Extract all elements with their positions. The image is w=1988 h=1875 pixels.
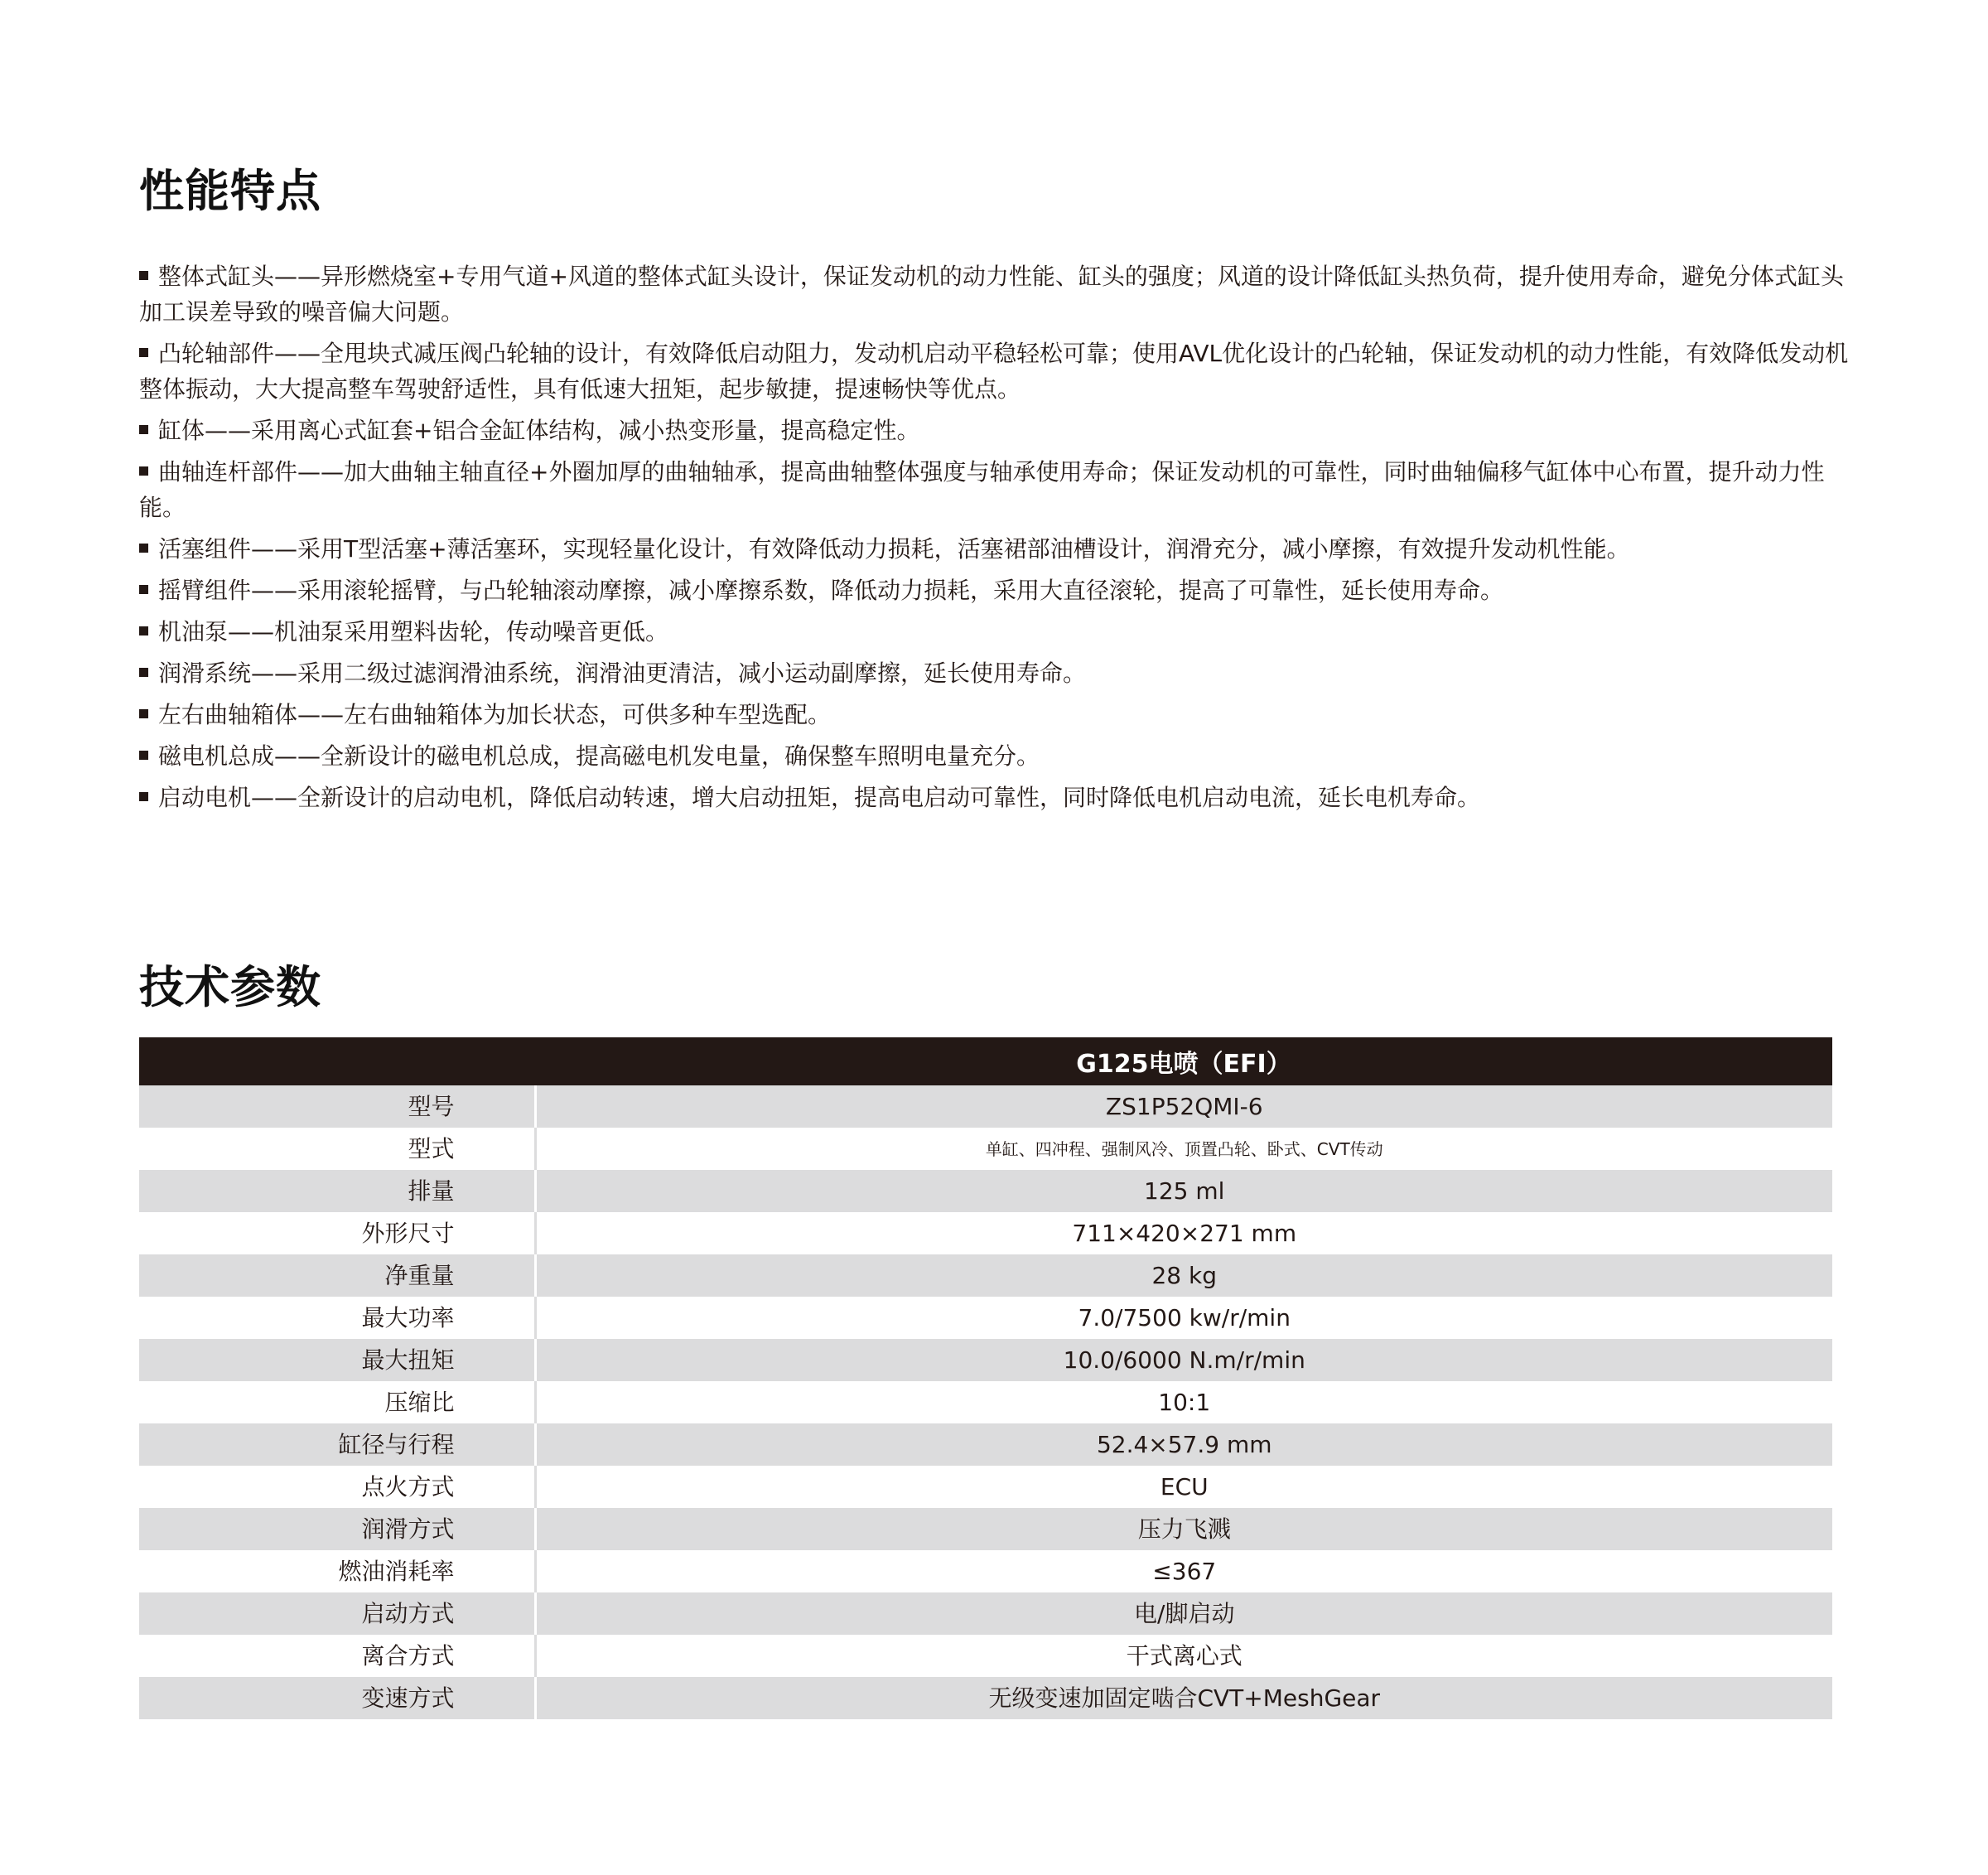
square-bullet-icon (139, 271, 148, 280)
feature-item (139, 336, 1850, 407)
table-row (139, 1677, 1832, 1719)
spec-value: ≤367 (1152, 1557, 1217, 1585)
square-bullet-icon (139, 348, 148, 357)
feature-item (139, 614, 1850, 650)
square-bullet-icon (139, 466, 148, 476)
spec-label: 净重量 (139, 1254, 535, 1297)
square-bullet-icon (139, 792, 148, 801)
feature-item (139, 413, 1850, 448)
spec-value: 28 kg (535, 1254, 1832, 1297)
feature-text: 磁电机总成——全新设计的磁电机总成，提高磁电机发电量，确保整车照明电量充分。 (158, 742, 1040, 770)
feature-text: 机油泵——机油泵采用塑料齿轮，传动噪音更低。 (158, 618, 669, 645)
feature-text: 左右曲轴箱体——左右曲轴箱体为加长状态，可供多种车型选配。 (158, 701, 832, 728)
spec-value: 10:1 (1158, 1388, 1211, 1416)
spec-label: 启动方式 (139, 1592, 535, 1635)
spec-label: 离合方式 (139, 1635, 535, 1677)
square-bullet-icon (139, 751, 148, 760)
table-row (139, 1254, 1832, 1297)
feature-text: 润滑系统——采用二级过滤润滑油系统，润滑油更清洁，减小运动副摩擦，延长使用寿命。 (158, 660, 1087, 687)
spec-label: 燃油消耗率 (139, 1550, 535, 1592)
specs-section-title: 技术参数 (139, 961, 321, 1013)
spec-value: 电/脚启动 (535, 1592, 1832, 1635)
table-row (139, 1423, 1832, 1466)
feature-text: 凸轮轴部件——全甩块式减压阀凸轮轴的设计，有效降低启动阻力，发动机启动平稳轻松可靠；使用AVL优化设计的凸轮轴，保证发动机的动力性能，有效降低发动机整体振动，大大提高整车驾驶舒适性，具有低速大扭矩，起步敏捷，提速畅快等优点。 (139, 340, 1849, 403)
table-row (139, 1212, 1832, 1254)
square-bullet-icon (139, 626, 148, 635)
feature-item (139, 531, 1850, 567)
spec-label: 最大扭矩 (139, 1339, 535, 1381)
table-row (139, 1508, 1832, 1550)
spec-value: 7.0/7500 kw/r/min (1078, 1303, 1291, 1331)
spec-label: 压缩比 (139, 1381, 535, 1423)
feature-text: 整体式缸头——异形燃烧室+专用气道+风道的整体式缸头设计，保证发动机的动力性能、缸头的强度；风道的设计降低缸头热负荷，提升使用寿命，避免分体式缸头加工误差导致的噪音偏大问题。 (139, 263, 1844, 326)
spec-table-header (139, 1037, 1832, 1085)
feature-text: 曲轴连杆部件——加大曲轴主轴直径+外圈加厚的曲轴轴承，提高曲轴整体强度与轴承使用寿命；保证发动机的可靠性，同时曲轴偏移气缸体中心布置，提升动力性能。 (139, 458, 1825, 521)
features-section-title: 性能特点 (139, 165, 321, 217)
feature-text: 活塞组件——采用T型活塞+薄活塞环，实现轻量化设计，有效降低动力损耗，活塞裙部油槽设计，润滑充分，减小摩擦，有效提升发动机性能。 (158, 535, 1630, 563)
spec-label: 变速方式 (139, 1677, 535, 1719)
spec-label: 型式 (139, 1128, 535, 1170)
spec-table-header-row (139, 1037, 1832, 1085)
table-row (139, 1592, 1832, 1635)
spec-label: 型号 (139, 1085, 535, 1128)
table-row (139, 1128, 1832, 1170)
square-bullet-icon (139, 425, 148, 434)
model-header-label: G125电喷（EFI） (1076, 1050, 1291, 1079)
spec-table (139, 1037, 1832, 1719)
table-row (139, 1339, 1832, 1381)
feature-item (139, 738, 1850, 774)
spec-label: 润滑方式 (139, 1508, 535, 1550)
spec-value: 10.0/6000 N.m/r/min (535, 1339, 1832, 1381)
feature-item (139, 780, 1850, 815)
table-row (139, 1550, 1832, 1592)
square-bullet-icon (139, 709, 148, 718)
spec-value: 125 ml (535, 1170, 1832, 1212)
spec-value: 无级变速加固定啮合CVT+MeshGear (535, 1677, 1832, 1719)
feature-item (139, 573, 1850, 608)
spec-label: 外形尺寸 (139, 1212, 535, 1254)
table-row (139, 1635, 1832, 1677)
table-row (139, 1381, 1832, 1423)
spec-label: 点火方式 (139, 1466, 535, 1508)
table-row (139, 1085, 1832, 1128)
feature-text: 启动电机——全新设计的启动电机，降低启动转速，增大启动扭矩，提高电启动可靠性，同时降低电机启动电流，延长电机寿命。 (158, 784, 1481, 811)
table-row (139, 1466, 1832, 1508)
spec-value: ZS1P52QMI-6 (535, 1085, 1832, 1128)
spec-value: 711×420×271 mm (1072, 1219, 1297, 1247)
square-bullet-icon (139, 668, 148, 677)
spec-value: 单缸、四冲程、强制风冷、顶置凸轮、卧式、CVT传动 (985, 1138, 1383, 1159)
feature-item (139, 697, 1850, 732)
feature-text: 摇臂组件——采用滚轮摇臂，与凸轮轴滚动摩擦，减小摩擦系数，降低动力损耗，采用大直径滚轮，提高了可靠性，延长使用寿命。 (158, 577, 1504, 604)
spec-value: 52.4×57.9 mm (535, 1423, 1832, 1466)
feature-text: 缸体——采用离心式缸套+铝合金缸体结构，减小热变形量，提高稳定性。 (158, 417, 920, 444)
table-row (139, 1297, 1832, 1339)
feature-item (139, 259, 1850, 330)
spec-label: 缸径与行程 (139, 1423, 535, 1466)
feature-item (139, 655, 1850, 691)
feature-item (139, 454, 1850, 525)
spec-value: ECU (1160, 1472, 1209, 1500)
features-list (139, 259, 1850, 821)
square-bullet-icon (139, 544, 148, 553)
square-bullet-icon (139, 585, 148, 594)
spec-label: 最大功率 (139, 1297, 535, 1339)
spec-value: 干式离心式 (1126, 1641, 1242, 1670)
spec-value: 压力飞溅 (535, 1508, 1832, 1550)
table-row (139, 1170, 1832, 1212)
spec-label: 排量 (139, 1170, 535, 1212)
